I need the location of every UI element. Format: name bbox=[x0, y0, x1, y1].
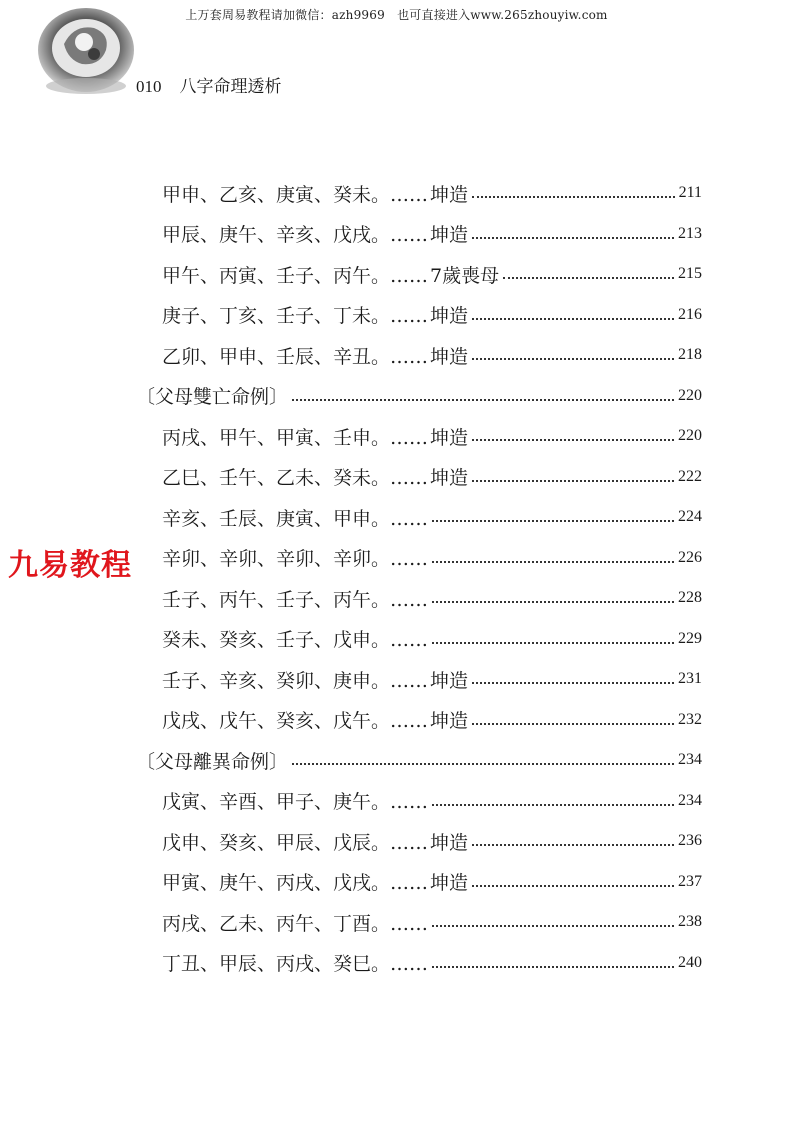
toc-entry-label: 甲辰、庚午、辛亥、戊戌。…… bbox=[162, 224, 429, 246]
toc-page-number: 232 bbox=[678, 710, 702, 728]
dot-leader bbox=[292, 763, 674, 765]
toc-page-number: 229 bbox=[678, 629, 702, 647]
toc-entry bbox=[162, 624, 702, 654]
toc-page-number: 222 bbox=[678, 467, 702, 485]
toc-entry-note: 坤造 bbox=[430, 669, 469, 692]
toc-entry-note: 坤造 bbox=[430, 305, 469, 327]
dot-leader bbox=[432, 601, 674, 603]
dot-leader bbox=[432, 642, 674, 644]
toc-entry bbox=[162, 543, 702, 573]
toc-page-number: 228 bbox=[678, 589, 702, 606]
toc-entry-note: 坤造 bbox=[430, 224, 469, 246]
toc-entry-note: 坤造 bbox=[430, 183, 469, 206]
toc-entry-label: 戊申、癸亥、甲辰、戊辰。…… bbox=[162, 831, 429, 854]
toc-entry-label: 乙巳、壬午、乙未、癸未。…… bbox=[162, 467, 429, 489]
dot-leader bbox=[472, 885, 674, 887]
toc-entry bbox=[162, 583, 702, 613]
toc-entry bbox=[162, 259, 702, 289]
toc-entry-label: 乙卯、甲申、壬辰、辛丑。…… bbox=[162, 345, 429, 368]
toc-entry-label: 丙戌、乙未、丙午、丁酉。…… bbox=[162, 912, 429, 935]
dot-leader bbox=[432, 561, 674, 563]
toc-entry-note: 7歲喪母 bbox=[430, 264, 500, 287]
toc-section-heading bbox=[136, 381, 702, 411]
book-logo-icon bbox=[34, 4, 138, 96]
dot-leader bbox=[292, 399, 674, 401]
dot-leader bbox=[432, 520, 674, 522]
toc-page-number: 237 bbox=[678, 872, 702, 890]
toc-page-number: 224 bbox=[678, 508, 702, 525]
dot-leader bbox=[472, 844, 674, 846]
toc-entry-note: 坤造 bbox=[430, 345, 469, 368]
toc-page-number: 226 bbox=[678, 548, 702, 566]
toc-entry bbox=[162, 340, 702, 370]
toc-entry-label: 壬子、辛亥、癸卯、庚申。…… bbox=[162, 669, 429, 692]
book-title: 八字命理透析 bbox=[179, 77, 282, 97]
toc-entry-note: 坤造 bbox=[430, 710, 469, 732]
dot-leader bbox=[472, 196, 675, 198]
dot-leader bbox=[472, 358, 674, 360]
dot-leader bbox=[472, 439, 674, 441]
top-banner: 上万套周易教程请加微信：azh9969 也可直接进入www.265zhouyiw.com bbox=[185, 8, 608, 22]
toc-entry-label: 丁丑、甲辰、丙戌、癸巳。…… bbox=[162, 953, 429, 975]
toc-entry-label: 〔父母離異命例〕 bbox=[136, 750, 289, 773]
toc-entry bbox=[162, 705, 702, 735]
dot-leader bbox=[472, 723, 674, 725]
dot-leader bbox=[432, 966, 674, 968]
toc-page-number: 220 bbox=[678, 427, 702, 444]
dot-leader bbox=[472, 682, 674, 684]
dot-leader bbox=[472, 237, 674, 239]
toc-entry bbox=[162, 421, 702, 451]
dot-leader bbox=[472, 480, 674, 482]
toc-page-number: 220 bbox=[678, 386, 702, 404]
watermark-text: 九易教程 bbox=[8, 548, 132, 583]
toc-page-number: 215 bbox=[678, 265, 702, 282]
toc-page-number: 238 bbox=[678, 913, 702, 930]
toc-section-heading bbox=[136, 745, 702, 775]
toc-entry bbox=[162, 462, 702, 492]
toc-entry bbox=[162, 219, 702, 249]
toc-entry bbox=[162, 826, 702, 856]
toc-entry-label: 壬子、丙午、壬子、丙午。…… bbox=[162, 588, 429, 611]
toc-entry bbox=[162, 300, 702, 330]
toc-entry-label: 戊戌、戊午、癸亥、戊午。…… bbox=[162, 710, 429, 732]
toc-entry bbox=[162, 664, 702, 694]
toc-entry-note: 坤造 bbox=[430, 467, 469, 489]
toc-entry bbox=[162, 502, 702, 532]
toc-entry-note: 坤造 bbox=[430, 872, 469, 894]
toc-entry-label: 辛卯、辛卯、辛卯、辛卯。…… bbox=[162, 548, 429, 570]
toc-page-number: 240 bbox=[678, 953, 702, 971]
toc-entry bbox=[162, 786, 702, 816]
toc-page-number: 231 bbox=[678, 670, 702, 687]
toc-entry-label: 庚子、丁亥、壬子、丁未。…… bbox=[162, 305, 429, 327]
dot-leader bbox=[432, 804, 674, 806]
toc-entry bbox=[162, 948, 702, 978]
toc-entry-label: 甲申、乙亥、庚寅、癸未。…… bbox=[162, 183, 429, 206]
toc-page-number: 218 bbox=[678, 346, 702, 363]
toc-entry bbox=[162, 907, 702, 937]
toc-entry-label: 甲寅、庚午、丙戌、戊戌。…… bbox=[162, 872, 429, 894]
dot-leader bbox=[503, 277, 674, 279]
toc-entry bbox=[162, 867, 702, 897]
toc-entry-note: 坤造 bbox=[430, 831, 469, 854]
toc-entry-label: 丙戌、甲午、甲寅、壬申。…… bbox=[162, 426, 429, 449]
toc-entry-label: 辛亥、壬辰、庚寅、甲申。…… bbox=[162, 507, 429, 530]
toc-page-number: 213 bbox=[678, 224, 702, 242]
dot-leader bbox=[472, 318, 674, 320]
toc-entry-label: 癸未、癸亥、壬子、戊申。…… bbox=[162, 629, 429, 651]
toc-page-number: 234 bbox=[678, 791, 702, 809]
toc-entry-note: 坤造 bbox=[430, 426, 469, 449]
page-header bbox=[136, 72, 282, 97]
toc-page-number: 236 bbox=[678, 832, 702, 849]
toc-page-number: 216 bbox=[678, 305, 702, 323]
dot-leader bbox=[432, 925, 674, 927]
toc-entry bbox=[162, 178, 702, 208]
page-number: 010 bbox=[136, 77, 162, 96]
toc-entry-label: 戊寅、辛酉、甲子、庚午。…… bbox=[162, 791, 429, 813]
toc-entry-label: 〔父母雙亡命例〕 bbox=[136, 386, 289, 408]
toc-page-number: 211 bbox=[678, 184, 702, 201]
toc-entry-label: 甲午、丙寅、壬子、丙午。…… bbox=[162, 264, 429, 287]
toc-page-number: 234 bbox=[678, 751, 702, 768]
